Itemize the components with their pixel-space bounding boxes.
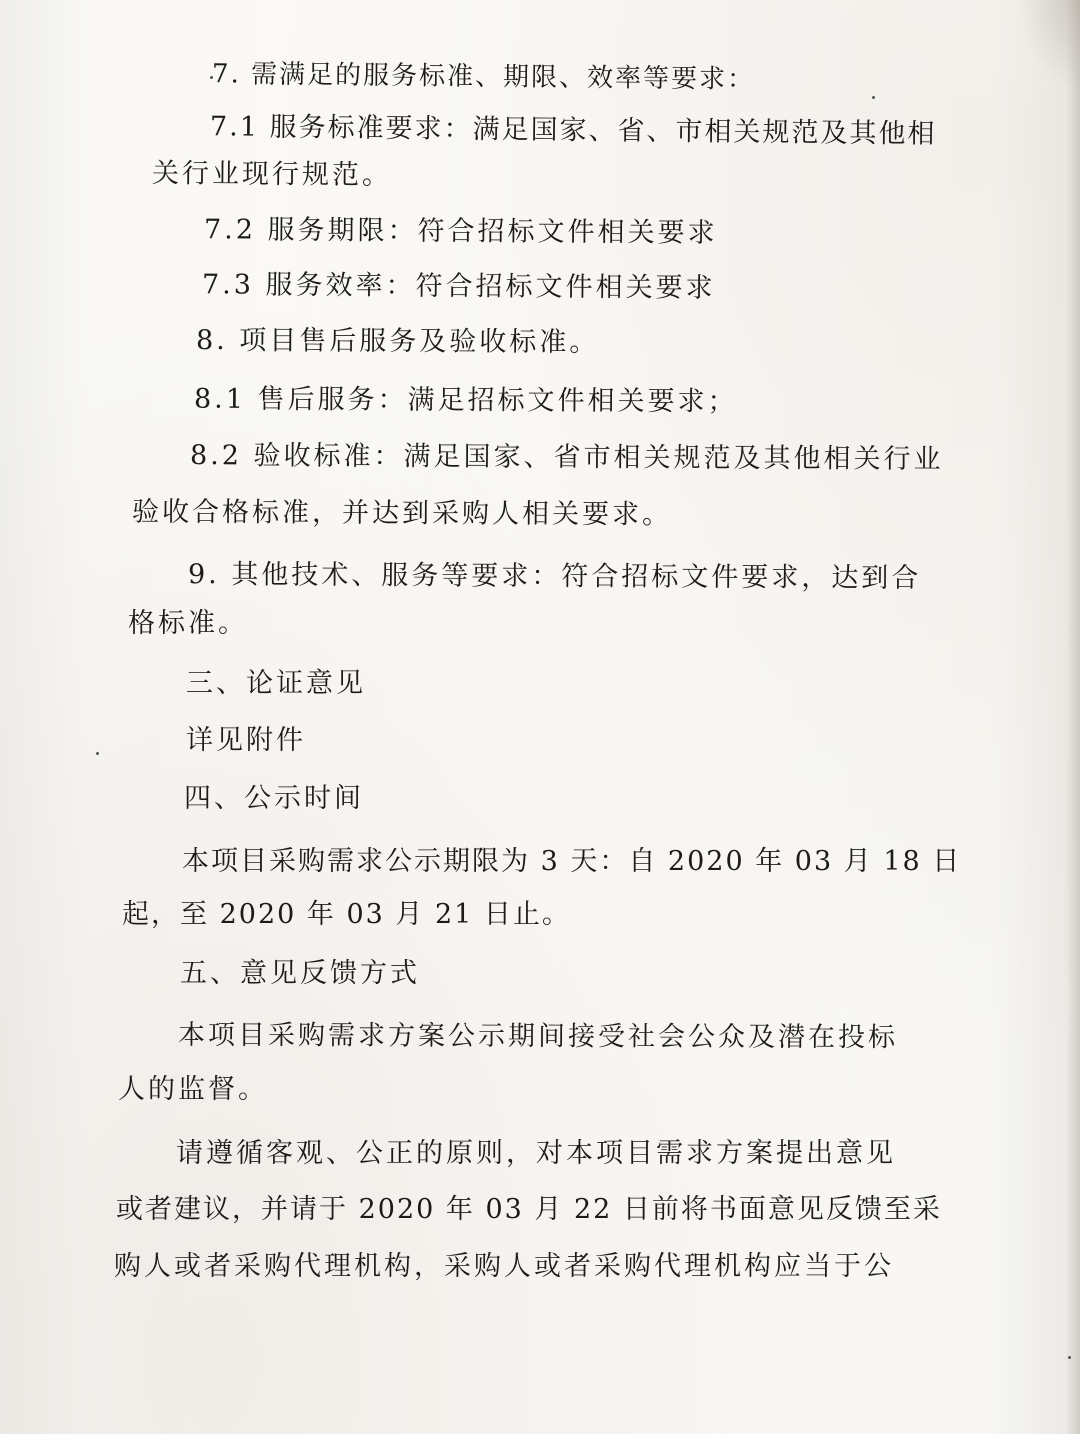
- speck: [872, 96, 875, 99]
- text-line: 请遵循客观、公正的原则，对本项目需求方案提出意见: [176, 1138, 896, 1169]
- text-line: 人的监督。: [118, 1074, 268, 1105]
- text-line: 8. 项目售后服务及验收标准。: [195, 324, 600, 359]
- text-line: 详见附件: [186, 725, 306, 756]
- text-line: 7. 需满足的服务标准、期限、效率等要求：: [211, 59, 756, 95]
- text-line: 7.3 服务效率：符合招标文件相关要求: [201, 269, 716, 304]
- section-heading: 三、论证意见: [186, 668, 366, 699]
- text-line: 格标准。: [128, 608, 248, 639]
- text-line: 验收合格标准，并达到采购人相关要求。: [131, 496, 673, 531]
- text-line: 关行业现行规范。: [151, 157, 393, 192]
- text-line: 本项目采购需求方案公示期间接受社会公众及潜在投标: [177, 1019, 899, 1054]
- speck: [96, 752, 99, 755]
- text-line: 7.2 服务期限：符合招标文件相关要求: [203, 214, 718, 249]
- text-line: 7.1 服务标准要求：满足国家、省、市相关规范及其他相: [209, 111, 937, 150]
- text-line: 8.1 售后服务：满足招标文件相关要求；: [193, 383, 738, 418]
- section-heading: 五、意见反馈方式: [180, 958, 420, 989]
- text-line: 8.2 验收标准：满足国家、省市相关规范及其他相关行业: [189, 440, 944, 475]
- text-line: 9. 其他技术、服务等要求：符合招标文件要求，达到合: [187, 559, 922, 594]
- text-line: 起，至 2020 年 03 月 21 日止。: [122, 899, 571, 930]
- page-corner-shadow: [1020, 0, 1080, 90]
- text-line: 购人或者采购代理机构，采购人或者采购代理机构应当于公: [114, 1251, 894, 1282]
- section-heading: 四、公示时间: [184, 783, 364, 814]
- text-line: 或者建议，并请于 2020 年 03 月 22 日前将书面意见反馈至采: [116, 1194, 942, 1225]
- speck: [1068, 1356, 1071, 1359]
- page-edge-shadow: [1066, 0, 1080, 1434]
- text-line: 本项目采购需求公示期限为 3 天：自 2020 年 03 月 18 日: [182, 846, 962, 877]
